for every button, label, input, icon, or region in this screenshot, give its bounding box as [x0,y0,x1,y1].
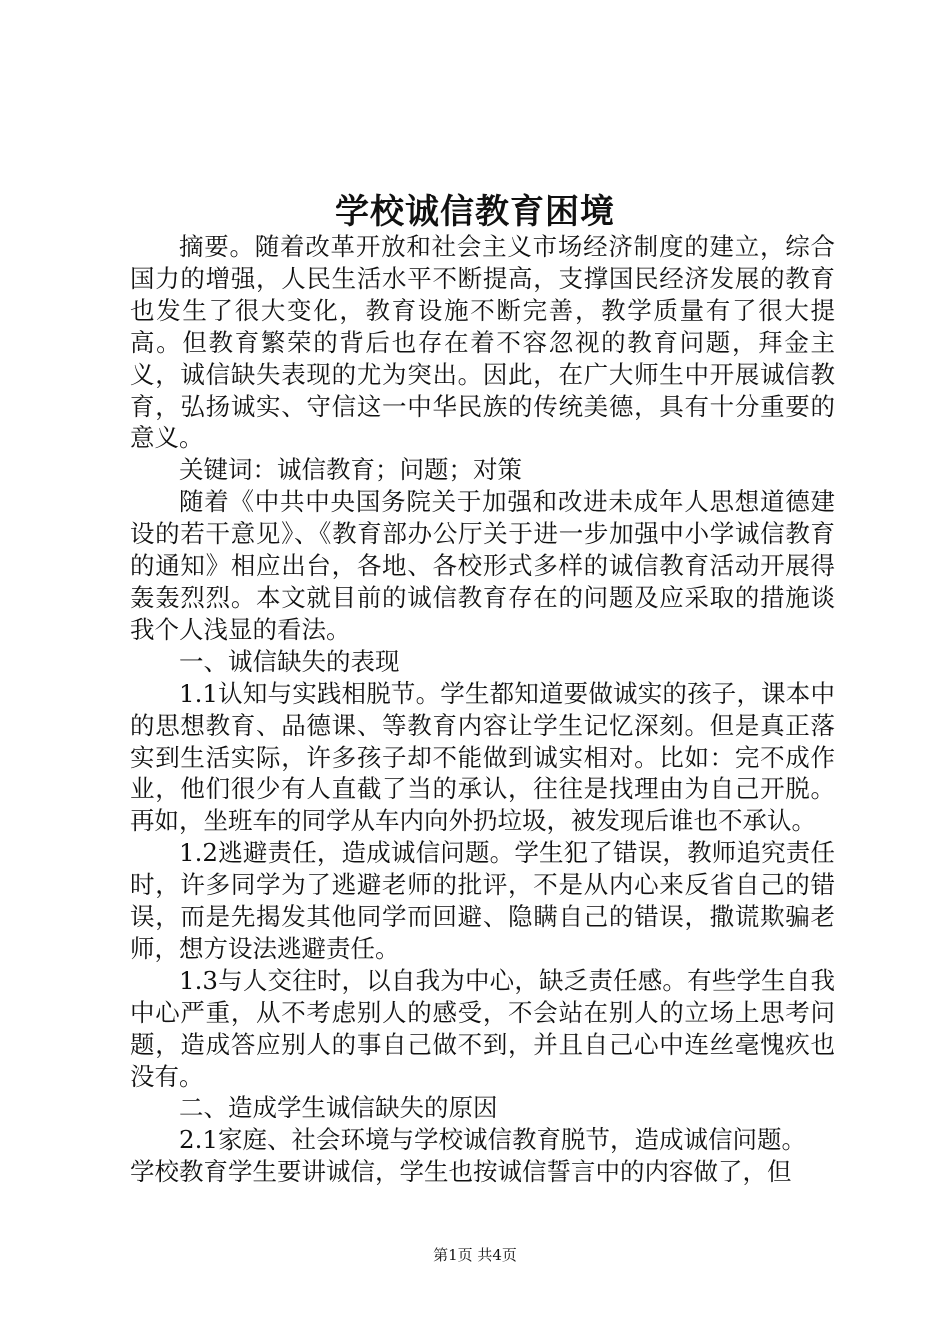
subsection-1-2: 1.2逃避责任，造成诚信问题。学生犯了错误，教师追究责任时，许多同学为了逃避老师的批评，不是从内心来反省自己的错误，而是先揭发其他同学而回避、隐瞒自己的错误，撒谎欺骗老师，想方设法逃避责任。 [130,838,835,963]
section-heading-2: 二、造成学生诚信缺失的原因 [179,1093,498,1123]
section-heading-1: 一、诚信缺失的表现 [179,646,400,676]
subsection-1-1: 1.1认知与实践相脱节。学生都知道要做诚实的孩子，课本中的思想教育、品德课、等教育内容让学生记忆深刻。但是真正落实到生活实际，许多孩子却不能做到诚实相对。比如：完不成作业，他们很少有人直截了当的承认，往往是找理由为自己开脱。再如，坐班车的同学从车内向外扔垃圾，被发现后谁也不承认。 [130,678,835,836]
body-paragraph-continuation: 学校教育学生要讲诚信，学生也按诚信誓言中的内容做了，但 [130,1157,792,1187]
document-body [130,231,835,1188]
subsection-2-1: 2.1家庭、社会环境与学校诚信教育脱节，造成诚信问题。 [179,1125,806,1155]
keywords-paragraph: 关键词：诚信教育；问题；对策 [179,455,522,485]
document-title: 学校诚信教育困境 [335,192,615,232]
abstract-paragraph: 摘要。随着改革开放和社会主义市场经济制度的建立，综合国力的增强，人民生活水平不断提高，支撑国民经济发展的教育也发生了很大变化，教育设施不断完善，教学质量有了很大提高。但教育繁荣的背后也存在着不容忽视的教育问题，拜金主义，诚信缺失表现的尤为突出。因此，在广大师生中开展诚信教育，弘扬诚实、守信这一中华民族的传统美德，具有十分重要的意义。 [130,232,835,453]
subsection-1-3: 1.3与人交往时，以自我为中心，缺乏责任感。有些学生自我中心严重，从不考虑别人的感受，不会站在别人的立场上思考问题，造成答应别人的事自己做不到，并且自己心中连丝毫愧疚也没有。 [130,965,835,1091]
page-number-footer: 第1页 共4页 [433,1246,517,1264]
intro-paragraph: 随着《中共中央国务院关于加强和改进未成年人思想道德建设的若干意见》、《教育部办公厅关于进一步加强中小学诚信教育的通知》相应出台，各地、各校形式多样的诚信教育活动开展得轰轰烈烈。本文就目前的诚信教育存在的问题及应采取的措施谈我个人浅显的看法。 [130,487,835,644]
